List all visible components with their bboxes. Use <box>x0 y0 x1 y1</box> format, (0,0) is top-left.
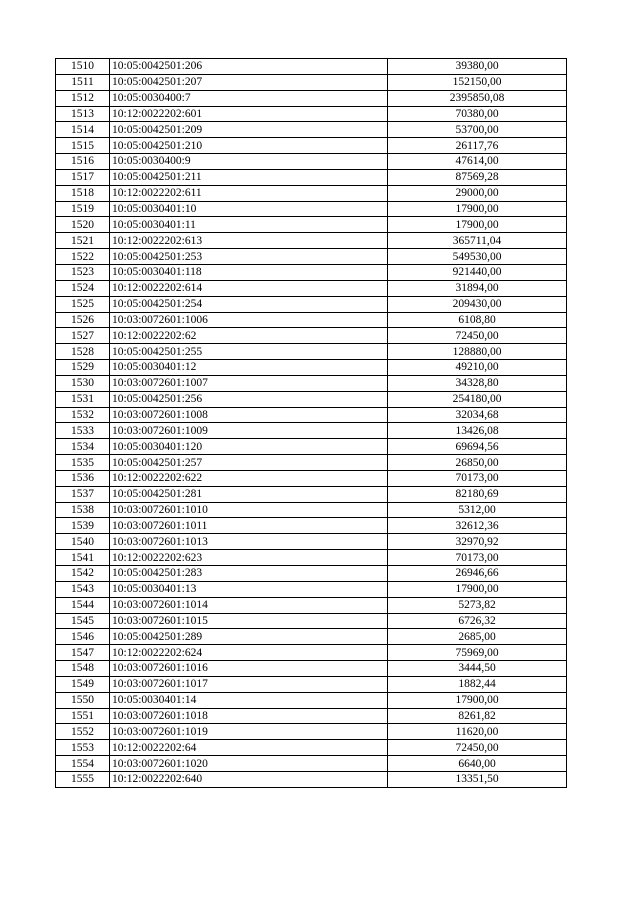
row-number-cell: 1544 <box>56 597 110 613</box>
cadastral-number-cell: 10:03:0072601:1006 <box>110 312 388 328</box>
table-row <box>56 296 567 312</box>
table-row <box>56 724 567 740</box>
cadastral-number-cell: 10:05:0042501:253 <box>110 249 388 265</box>
row-number-cell: 1529 <box>56 360 110 376</box>
value-cell: 128880,00 <box>388 344 567 360</box>
value-cell: 549530,00 <box>388 249 567 265</box>
cadastral-number-cell: 10:05:0042501:256 <box>110 391 388 407</box>
cadastral-number-cell: 10:05:0042501:281 <box>110 486 388 502</box>
row-number-cell: 1550 <box>56 692 110 708</box>
value-cell: 70173,00 <box>388 470 567 486</box>
table-row <box>56 154 567 170</box>
table-row <box>56 185 567 201</box>
cadastral-number-cell: 10:03:0072601:1014 <box>110 597 388 613</box>
table-row <box>56 676 567 692</box>
cadastral-number-cell: 10:05:0030401:13 <box>110 581 388 597</box>
value-cell: 39380,00 <box>388 59 567 75</box>
table-row <box>56 249 567 265</box>
cadastral-number-cell: 10:03:0072601:1010 <box>110 502 388 518</box>
table-row <box>56 59 567 75</box>
value-cell: 921440,00 <box>388 264 567 280</box>
table-row <box>56 74 567 90</box>
row-number-cell: 1536 <box>56 470 110 486</box>
row-number-cell: 1510 <box>56 59 110 75</box>
cadastral-number-cell: 10:03:0072601:1018 <box>110 708 388 724</box>
table-row <box>56 217 567 233</box>
table-row <box>56 90 567 106</box>
value-cell: 6108,80 <box>388 312 567 328</box>
row-number-cell: 1527 <box>56 328 110 344</box>
value-cell: 152150,00 <box>388 74 567 90</box>
table-row <box>56 375 567 391</box>
row-number-cell: 1520 <box>56 217 110 233</box>
value-cell: 53700,00 <box>388 122 567 138</box>
cadastral-number-cell: 10:03:0072601:1016 <box>110 661 388 677</box>
table-row <box>56 122 567 138</box>
row-number-cell: 1522 <box>56 249 110 265</box>
cadastral-number-cell: 10:05:0030401:12 <box>110 360 388 376</box>
row-number-cell: 1537 <box>56 486 110 502</box>
cadastral-value-table <box>55 58 567 788</box>
value-cell: 32612,36 <box>388 518 567 534</box>
row-number-cell: 1547 <box>56 645 110 661</box>
value-cell: 2685,00 <box>388 629 567 645</box>
value-cell: 1882,44 <box>388 676 567 692</box>
cadastral-number-cell: 10:03:0072601:1008 <box>110 407 388 423</box>
row-number-cell: 1538 <box>56 502 110 518</box>
value-cell: 6726,32 <box>388 613 567 629</box>
cadastral-number-cell: 10:12:0022202:623 <box>110 550 388 566</box>
row-number-cell: 1528 <box>56 344 110 360</box>
table-row <box>56 201 567 217</box>
value-cell: 34328,80 <box>388 375 567 391</box>
cadastral-number-cell: 10:05:0042501:209 <box>110 122 388 138</box>
row-number-cell: 1552 <box>56 724 110 740</box>
table-row <box>56 756 567 772</box>
value-cell: 13351,50 <box>388 771 567 787</box>
table-row <box>56 423 567 439</box>
cadastral-number-cell: 10:03:0072601:1007 <box>110 375 388 391</box>
value-cell: 72450,00 <box>388 328 567 344</box>
cadastral-number-cell: 10:03:0072601:1020 <box>110 756 388 772</box>
row-number-cell: 1551 <box>56 708 110 724</box>
value-cell: 17900,00 <box>388 201 567 217</box>
value-cell: 70173,00 <box>388 550 567 566</box>
value-cell: 32034,68 <box>388 407 567 423</box>
cadastral-number-cell: 10:12:0022202:64 <box>110 740 388 756</box>
document-page <box>55 58 567 788</box>
row-number-cell: 1517 <box>56 169 110 185</box>
row-number-cell: 1518 <box>56 185 110 201</box>
table-row <box>56 597 567 613</box>
cadastral-number-cell: 10:12:0022202:640 <box>110 771 388 787</box>
table-row <box>56 264 567 280</box>
table-row <box>56 550 567 566</box>
table-row <box>56 233 567 249</box>
cadastral-number-cell: 10:05:0042501:210 <box>110 138 388 154</box>
cadastral-number-cell: 10:12:0022202:622 <box>110 470 388 486</box>
table-row <box>56 280 567 296</box>
cadastral-number-cell: 10:05:0042501:206 <box>110 59 388 75</box>
value-cell: 26946,66 <box>388 566 567 582</box>
cadastral-number-cell: 10:12:0022202:614 <box>110 280 388 296</box>
row-number-cell: 1549 <box>56 676 110 692</box>
row-number-cell: 1555 <box>56 771 110 787</box>
row-number-cell: 1513 <box>56 106 110 122</box>
table-row <box>56 708 567 724</box>
row-number-cell: 1533 <box>56 423 110 439</box>
cadastral-number-cell: 10:03:0072601:1015 <box>110 613 388 629</box>
cadastral-number-cell: 10:03:0072601:1009 <box>110 423 388 439</box>
value-cell: 87569,28 <box>388 169 567 185</box>
row-number-cell: 1554 <box>56 756 110 772</box>
table-row <box>56 470 567 486</box>
row-number-cell: 1531 <box>56 391 110 407</box>
table-row <box>56 629 567 645</box>
row-number-cell: 1553 <box>56 740 110 756</box>
table-row <box>56 312 567 328</box>
value-cell: 26850,00 <box>388 455 567 471</box>
table-row <box>56 169 567 185</box>
table-row <box>56 581 567 597</box>
value-cell: 69694,56 <box>388 439 567 455</box>
table-row <box>56 692 567 708</box>
row-number-cell: 1515 <box>56 138 110 154</box>
value-cell: 17900,00 <box>388 692 567 708</box>
row-number-cell: 1546 <box>56 629 110 645</box>
cadastral-number-cell: 10:05:0042501:257 <box>110 455 388 471</box>
table-row <box>56 613 567 629</box>
value-cell: 254180,00 <box>388 391 567 407</box>
table-row <box>56 439 567 455</box>
value-cell: 47614,00 <box>388 154 567 170</box>
row-number-cell: 1512 <box>56 90 110 106</box>
row-number-cell: 1539 <box>56 518 110 534</box>
table-row <box>56 106 567 122</box>
value-cell: 72450,00 <box>388 740 567 756</box>
cadastral-number-cell: 10:03:0072601:1011 <box>110 518 388 534</box>
table-row <box>56 486 567 502</box>
row-number-cell: 1541 <box>56 550 110 566</box>
table-row <box>56 502 567 518</box>
cadastral-number-cell: 10:12:0022202:62 <box>110 328 388 344</box>
cadastral-number-cell: 10:05:0030401:118 <box>110 264 388 280</box>
row-number-cell: 1524 <box>56 280 110 296</box>
row-number-cell: 1532 <box>56 407 110 423</box>
row-number-cell: 1530 <box>56 375 110 391</box>
value-cell: 11620,00 <box>388 724 567 740</box>
row-number-cell: 1545 <box>56 613 110 629</box>
row-number-cell: 1516 <box>56 154 110 170</box>
row-number-cell: 1543 <box>56 581 110 597</box>
table-row <box>56 661 567 677</box>
value-cell: 8261,82 <box>388 708 567 724</box>
table-row <box>56 407 567 423</box>
cadastral-number-cell: 10:03:0072601:1013 <box>110 534 388 550</box>
cadastral-number-cell: 10:12:0022202:601 <box>110 106 388 122</box>
row-number-cell: 1526 <box>56 312 110 328</box>
cadastral-number-cell: 10:05:0042501:211 <box>110 169 388 185</box>
value-cell: 17900,00 <box>388 217 567 233</box>
row-number-cell: 1534 <box>56 439 110 455</box>
cadastral-number-cell: 10:05:0042501:254 <box>110 296 388 312</box>
value-cell: 3444,50 <box>388 661 567 677</box>
cadastral-number-cell: 10:05:0042501:207 <box>110 74 388 90</box>
value-cell: 365711,04 <box>388 233 567 249</box>
value-cell: 209430,00 <box>388 296 567 312</box>
cadastral-number-cell: 10:05:0030400:7 <box>110 90 388 106</box>
cadastral-number-cell: 10:12:0022202:613 <box>110 233 388 249</box>
value-cell: 5273,82 <box>388 597 567 613</box>
value-cell: 26117,76 <box>388 138 567 154</box>
table-row <box>56 518 567 534</box>
value-cell: 17900,00 <box>388 581 567 597</box>
value-cell: 70380,00 <box>388 106 567 122</box>
table-row <box>56 328 567 344</box>
value-cell: 75969,00 <box>388 645 567 661</box>
cadastral-number-cell: 10:05:0042501:283 <box>110 566 388 582</box>
value-cell: 13426,08 <box>388 423 567 439</box>
table-row <box>56 534 567 550</box>
table-body <box>56 59 567 788</box>
table-row <box>56 455 567 471</box>
cadastral-number-cell: 10:05:0042501:289 <box>110 629 388 645</box>
cadastral-number-cell: 10:05:0030401:10 <box>110 201 388 217</box>
cadastral-number-cell: 10:12:0022202:611 <box>110 185 388 201</box>
row-number-cell: 1540 <box>56 534 110 550</box>
row-number-cell: 1535 <box>56 455 110 471</box>
table-row <box>56 740 567 756</box>
cadastral-number-cell: 10:05:0030401:11 <box>110 217 388 233</box>
table-row <box>56 360 567 376</box>
cadastral-number-cell: 10:03:0072601:1019 <box>110 724 388 740</box>
cadastral-number-cell: 10:03:0072601:1017 <box>110 676 388 692</box>
row-number-cell: 1548 <box>56 661 110 677</box>
table-row <box>56 344 567 360</box>
value-cell: 49210,00 <box>388 360 567 376</box>
cadastral-number-cell: 10:05:0030401:14 <box>110 692 388 708</box>
cadastral-number-cell: 10:05:0042501:255 <box>110 344 388 360</box>
value-cell: 6640,00 <box>388 756 567 772</box>
row-number-cell: 1514 <box>56 122 110 138</box>
row-number-cell: 1511 <box>56 74 110 90</box>
value-cell: 82180,69 <box>388 486 567 502</box>
table-row <box>56 566 567 582</box>
table-row <box>56 771 567 787</box>
cadastral-number-cell: 10:05:0030401:120 <box>110 439 388 455</box>
value-cell: 2395850,08 <box>388 90 567 106</box>
cadastral-number-cell: 10:05:0030400:9 <box>110 154 388 170</box>
table-row <box>56 645 567 661</box>
cadastral-number-cell: 10:12:0022202:624 <box>110 645 388 661</box>
value-cell: 5312,00 <box>388 502 567 518</box>
table-row <box>56 138 567 154</box>
value-cell: 29000,00 <box>388 185 567 201</box>
row-number-cell: 1519 <box>56 201 110 217</box>
row-number-cell: 1523 <box>56 264 110 280</box>
table-row <box>56 391 567 407</box>
row-number-cell: 1542 <box>56 566 110 582</box>
value-cell: 32970,92 <box>388 534 567 550</box>
row-number-cell: 1521 <box>56 233 110 249</box>
value-cell: 31894,00 <box>388 280 567 296</box>
row-number-cell: 1525 <box>56 296 110 312</box>
